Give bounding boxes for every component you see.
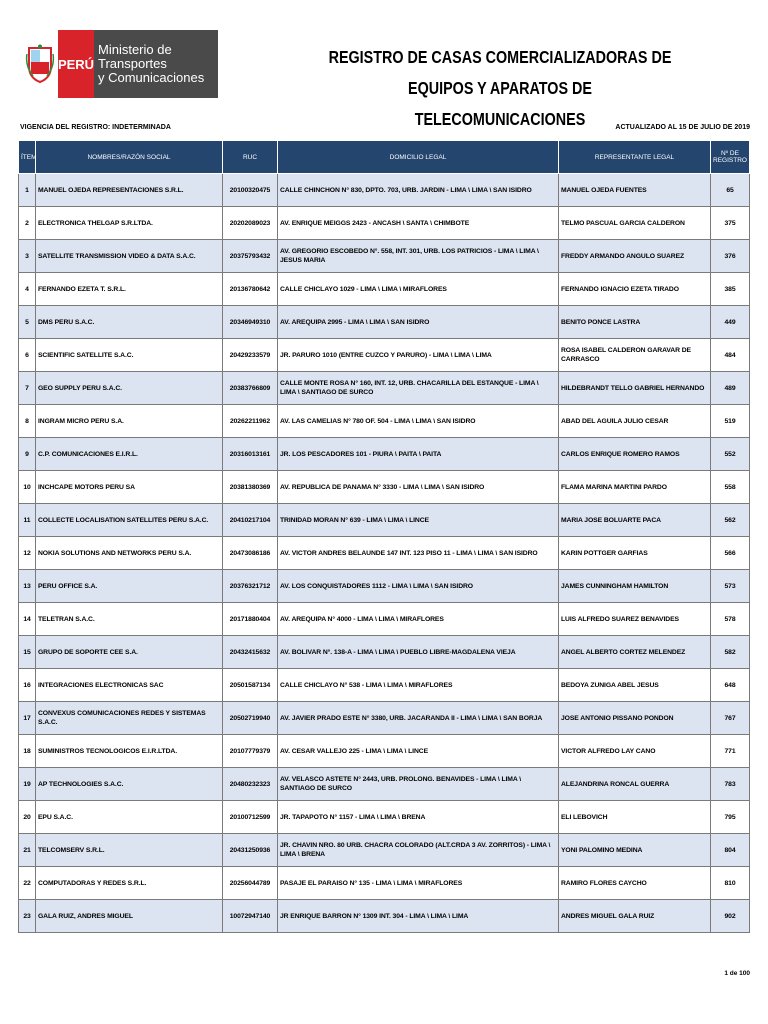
table-row <box>19 801 750 834</box>
cell-address: TRINIDAD MORAN N° 639 - LIMA \ LIMA \ LINCE <box>278 504 559 537</box>
cell-registry-number: 385 <box>711 273 750 306</box>
cell-ruc: 20107779379 <box>223 735 278 768</box>
cell-name: SUMINISTROS TECNOLOGICOS E.I.R.LTDA. <box>36 735 223 768</box>
cell-registry-number: 552 <box>711 438 750 471</box>
cell-name: EPU S.A.C. <box>36 801 223 834</box>
cell-name: AP TECHNOLOGIES S.A.C. <box>36 768 223 801</box>
cell-address: AV. CESAR VALLEJO 225 - LIMA \ LIMA \ LINCE <box>278 735 559 768</box>
cell-registry-number: 795 <box>711 801 750 834</box>
cell-registry-number: 573 <box>711 570 750 603</box>
cell-name: GEO SUPPLY PERU S.A.C. <box>36 372 223 405</box>
vigencia-label: VIGENCIA DEL REGISTRO: INDETERMINADA <box>20 124 171 131</box>
cell-address: CALLE CHICLAYO N° 538 - LIMA \ LIMA \ MIRAFLORES <box>278 669 559 702</box>
cell-registry-number: 804 <box>711 834 750 867</box>
table-row <box>19 603 750 636</box>
cell-address: PASAJE EL PARAISO N° 135 - LIMA \ LIMA \ MIRAFLORES <box>278 867 559 900</box>
cell-registry-number: 558 <box>711 471 750 504</box>
cell-registry-number: 519 <box>711 405 750 438</box>
cell-representative: KARIN POTTGER GARFIAS <box>559 537 711 570</box>
cell-ruc: 20410217104 <box>223 504 278 537</box>
cell-item: 13 <box>19 570 36 603</box>
cell-item: 16 <box>19 669 36 702</box>
cell-item: 3 <box>19 240 36 273</box>
cell-address: AV. VICTOR ANDRES BELAUNDE 147 INT. 123 PISO 11 - LIMA \ LIMA \ SAN ISIDRO <box>278 537 559 570</box>
cell-name: INGRAM MICRO PERU S.A. <box>36 405 223 438</box>
cell-item: 7 <box>19 372 36 405</box>
table-row <box>19 867 750 900</box>
cell-registry-number: 566 <box>711 537 750 570</box>
table-row <box>19 702 750 735</box>
cell-address: AV. BOLIVAR N°. 138-A - LIMA \ LIMA \ PUEBLO LIBRE-MAGDALENA VIEJA <box>278 636 559 669</box>
table-row <box>19 669 750 702</box>
cell-representative: YONI PALOMINO MEDINA <box>559 834 711 867</box>
table-row <box>19 405 750 438</box>
cell-address: AV. ENRIQUE MEIGGS 2423 - ANCASH \ SANTA \ CHIMBOTE <box>278 207 559 240</box>
cell-ruc: 20171880404 <box>223 603 278 636</box>
table-row <box>19 438 750 471</box>
cell-item: 10 <box>19 471 36 504</box>
cell-name: ELECTRONICA THELGAP S.R.LTDA. <box>36 207 223 240</box>
cell-name: MANUEL OJEDA REPRESENTACIONES S.R.L. <box>36 174 223 207</box>
cell-representative: LUIS ALFREDO SUAREZ BENAVIDES <box>559 603 711 636</box>
cell-item: 14 <box>19 603 36 636</box>
ministry-logo <box>22 30 218 98</box>
cell-name: PERU OFFICE S.A. <box>36 570 223 603</box>
cell-address: AV. VELASCO ASTETE N° 2443, URB. PROLONG. BENAVIDES - LIMA \ LIMA \ SANTIAGO DE SURCO <box>278 768 559 801</box>
actualizado-label: ACTUALIZADO AL 15 DE JULIO DE 2019 <box>615 124 750 131</box>
cell-address: AV. JAVIER PRADO ESTE N° 3380, URB. JACARANDA II - LIMA \ LIMA \ SAN BORJA <box>278 702 559 735</box>
cell-representative: HILDEBRANDT TELLO GABRIEL HERNANDO <box>559 372 711 405</box>
cell-address: JR. TAPAPOTO N° 1157 - LIMA \ LIMA \ BRENA <box>278 801 559 834</box>
cell-registry-number: 376 <box>711 240 750 273</box>
cell-registry-number: 65 <box>711 174 750 207</box>
cell-item: 21 <box>19 834 36 867</box>
cell-ruc: 20429233579 <box>223 339 278 372</box>
logo-ministry <box>94 30 218 98</box>
cell-registry-number: 771 <box>711 735 750 768</box>
cell-representative: ANGEL ALBERTO CORTEZ MELENDEZ <box>559 636 711 669</box>
title-line2: TELECOMUNICACIONES <box>414 109 586 129</box>
cell-name: GRUPO DE SOPORTE CEE S.A. <box>36 636 223 669</box>
cell-ruc: 20501587134 <box>223 669 278 702</box>
cell-name: SCIENTIFIC SATELLITE S.A.C. <box>36 339 223 372</box>
cell-ruc: 10072947140 <box>223 900 278 933</box>
logo-country: PERÚ <box>58 30 94 98</box>
header-item: ÍTEM <box>19 141 36 174</box>
cell-registry-number: 582 <box>711 636 750 669</box>
coat-of-arms-icon <box>22 30 58 98</box>
cell-item: 15 <box>19 636 36 669</box>
cell-ruc: 20473086186 <box>223 537 278 570</box>
cell-address: AV. REPUBLICA DE PANAMA N° 3330 - LIMA \ LIMA \ SAN ISIDRO <box>278 471 559 504</box>
cell-address: AV. LOS CONQUISTADORES 1112 - LIMA \ LIMA \ SAN ISIDRO <box>278 570 559 603</box>
cell-ruc: 20202089023 <box>223 207 278 240</box>
cell-registry-number: 578 <box>711 603 750 636</box>
cell-ruc: 20136780642 <box>223 273 278 306</box>
cell-ruc: 20431250936 <box>223 834 278 867</box>
cell-ruc: 20381380369 <box>223 471 278 504</box>
cell-name: COLLECTE LOCALISATION SATELLITES PERU S.A.C. <box>36 504 223 537</box>
cell-item: 6 <box>19 339 36 372</box>
table-row <box>19 636 750 669</box>
cell-name: TELCOMSERV S.R.L. <box>36 834 223 867</box>
cell-address: AV. AREQUIPA N° 4000 - LIMA \ LIMA \ MIRAFLORES <box>278 603 559 636</box>
cell-representative: JOSE ANTONIO PISSANO PONDON <box>559 702 711 735</box>
cell-name: C.P. COMUNICACIONES E.I.R.L. <box>36 438 223 471</box>
table-row <box>19 537 750 570</box>
cell-representative: CARLOS ENRIQUE ROMERO RAMOS <box>559 438 711 471</box>
cell-representative: MARIA JOSE BOLUARTE PACA <box>559 504 711 537</box>
cell-item: 18 <box>19 735 36 768</box>
cell-item: 8 <box>19 405 36 438</box>
cell-registry-number: 449 <box>711 306 750 339</box>
registry-table <box>18 140 750 933</box>
cell-registry-number: 562 <box>711 504 750 537</box>
cell-address: JR. CHAVIN NRO. 80 URB. CHACRA COLORADO (ALT.CRDA 3 AV. ZORRITOS) - LIMA \ LIMA \ BRENA <box>278 834 559 867</box>
cell-name: NOKIA SOLUTIONS AND NETWORKS PERU S.A. <box>36 537 223 570</box>
cell-item: 19 <box>19 768 36 801</box>
cell-representative: ROSA ISABEL CALDERON GARAVAR DE CARRASCO <box>559 339 711 372</box>
cell-representative: MANUEL OJEDA FUENTES <box>559 174 711 207</box>
table-row <box>19 306 750 339</box>
cell-item: 5 <box>19 306 36 339</box>
cell-name: TELETRAN S.A.C. <box>36 603 223 636</box>
cell-ruc: 20480232323 <box>223 768 278 801</box>
cell-ruc: 20316013161 <box>223 438 278 471</box>
table-body <box>19 174 750 933</box>
cell-ruc: 20100712599 <box>223 801 278 834</box>
cell-name: SATELLITE TRANSMISSION VIDEO & DATA S.A.C. <box>36 240 223 273</box>
cell-registry-number: 484 <box>711 339 750 372</box>
table-row <box>19 273 750 306</box>
header-registry-number: Nº DE REGISTRO <box>711 141 750 174</box>
cell-item: 23 <box>19 900 36 933</box>
cell-representative: FLAMA MARINA MARTINI PARDO <box>559 471 711 504</box>
cell-item: 1 <box>19 174 36 207</box>
cell-representative: FERNANDO IGNACIO EZETA TIRADO <box>559 273 711 306</box>
document-title <box>295 42 705 135</box>
table-row <box>19 570 750 603</box>
cell-item: 20 <box>19 801 36 834</box>
cell-representative: FREDDY ARMANDO ANGULO SUAREZ <box>559 240 711 273</box>
cell-registry-number: 767 <box>711 702 750 735</box>
cell-registry-number: 648 <box>711 669 750 702</box>
table-row <box>19 768 750 801</box>
cell-address: AV. LAS CAMELIAS N° 780 OF. 504 - LIMA \ LIMA \ SAN ISIDRO <box>278 405 559 438</box>
cell-ruc: 20432415632 <box>223 636 278 669</box>
cell-address: CALLE CHICLAYO 1029 - LIMA \ LIMA \ MIRAFLORES <box>278 273 559 306</box>
header-ruc: RUC <box>223 141 278 174</box>
cell-representative: BENITO PONCE LASTRA <box>559 306 711 339</box>
cell-address: AV. AREQUIPA 2995 - LIMA \ LIMA \ SAN ISIDRO <box>278 306 559 339</box>
cell-address: JR. LOS PESCADORES 101 - PIURA \ PAITA \ PAITA <box>278 438 559 471</box>
cell-name: CONVEXUS COMUNICACIONES REDES Y SISTEMAS S.A.C. <box>36 702 223 735</box>
cell-registry-number: 375 <box>711 207 750 240</box>
title-line1: REGISTRO DE CASAS COMERCIALIZADORAS DE EQUIPOS Y APARATOS DE <box>328 47 672 98</box>
cell-registry-number: 810 <box>711 867 750 900</box>
cell-ruc: 20383766809 <box>223 372 278 405</box>
cell-name: GALA RUIZ, ANDRES MIGUEL <box>36 900 223 933</box>
cell-name: COMPUTADORAS Y REDES S.R.L. <box>36 867 223 900</box>
cell-address: CALLE CHINCHON N° 830, DPTO. 703, URB. JARDIN - LIMA \ LIMA \ SAN ISIDRO <box>278 174 559 207</box>
cell-name: INCHCAPE MOTORS PERU SA <box>36 471 223 504</box>
cell-representative: JAMES CUNNINGHAM HAMILTON <box>559 570 711 603</box>
cell-item: 9 <box>19 438 36 471</box>
cell-representative: BEDOYA ZUNIGA ABEL JESUS <box>559 669 711 702</box>
cell-name: FERNANDO EZETA T. S.R.L. <box>36 273 223 306</box>
cell-ruc: 20376321712 <box>223 570 278 603</box>
table-row <box>19 504 750 537</box>
cell-representative: RAMIRO FLORES CAYCHO <box>559 867 711 900</box>
header-representative: REPRESENTANTE LEGAL <box>559 141 711 174</box>
cell-address: AV. GREGORIO ESCOBEDO N°. 558, INT. 301, URB. LOS PATRICIOS - LIMA \ LIMA \ JESUS MARIA <box>278 240 559 273</box>
cell-ruc: 20256044789 <box>223 867 278 900</box>
cell-registry-number: 489 <box>711 372 750 405</box>
table-row <box>19 339 750 372</box>
cell-address: CALLE MONTE ROSA N° 160, INT. 12, URB. CHACARILLA DEL ESTANQUE - LIMA \ LIMA \ SANTIAGO DE SURCO <box>278 372 559 405</box>
table-header-row <box>19 141 750 174</box>
cell-registry-number: 783 <box>711 768 750 801</box>
table-row <box>19 735 750 768</box>
cell-ruc: 20346949310 <box>223 306 278 339</box>
cell-representative: VICTOR ALFREDO LAY CANO <box>559 735 711 768</box>
cell-representative: ELI LEBOVICH <box>559 801 711 834</box>
cell-representative: ALEJANDRINA RONCAL GUERRA <box>559 768 711 801</box>
cell-item: 4 <box>19 273 36 306</box>
cell-name: DMS PERU S.A.C. <box>36 306 223 339</box>
table-row <box>19 174 750 207</box>
cell-ruc: 20502719940 <box>223 702 278 735</box>
page-number: 1 de 100 <box>724 970 750 977</box>
cell-representative: ANDRES MIGUEL GALA RUIZ <box>559 900 711 933</box>
table-row <box>19 372 750 405</box>
cell-item: 12 <box>19 537 36 570</box>
cell-item: 22 <box>19 867 36 900</box>
cell-item: 2 <box>19 207 36 240</box>
cell-address: JR. PARURO 1010 (ENTRE CUZCO Y PARURO) - LIMA \ LIMA \ LIMA <box>278 339 559 372</box>
header-address: DOMICILIO LEGAL <box>278 141 559 174</box>
table-row <box>19 240 750 273</box>
table-row <box>19 207 750 240</box>
table-row <box>19 834 750 867</box>
cell-representative: TELMO PASCUAL GARCIA CALDERON <box>559 207 711 240</box>
cell-ruc: 20375793432 <box>223 240 278 273</box>
cell-representative: ABAD DEL AGUILA JULIO CESAR <box>559 405 711 438</box>
table-row <box>19 900 750 933</box>
cell-address: JR ENRIQUE BARRON N° 1309 INT. 304 - LIMA \ LIMA \ LIMA <box>278 900 559 933</box>
logo-ministry-line2: y Comunicaciones <box>98 70 205 85</box>
cell-ruc: 20262211962 <box>223 405 278 438</box>
logo-ministry-line1: Ministerio de Transportes <box>98 42 172 71</box>
cell-ruc: 20100320475 <box>223 174 278 207</box>
header-name: NOMBRES/RAZÓN SOCIAL <box>36 141 223 174</box>
cell-item: 17 <box>19 702 36 735</box>
cell-item: 11 <box>19 504 36 537</box>
table-row <box>19 471 750 504</box>
cell-registry-number: 902 <box>711 900 750 933</box>
cell-name: INTEGRACIONES ELECTRONICAS SAC <box>36 669 223 702</box>
